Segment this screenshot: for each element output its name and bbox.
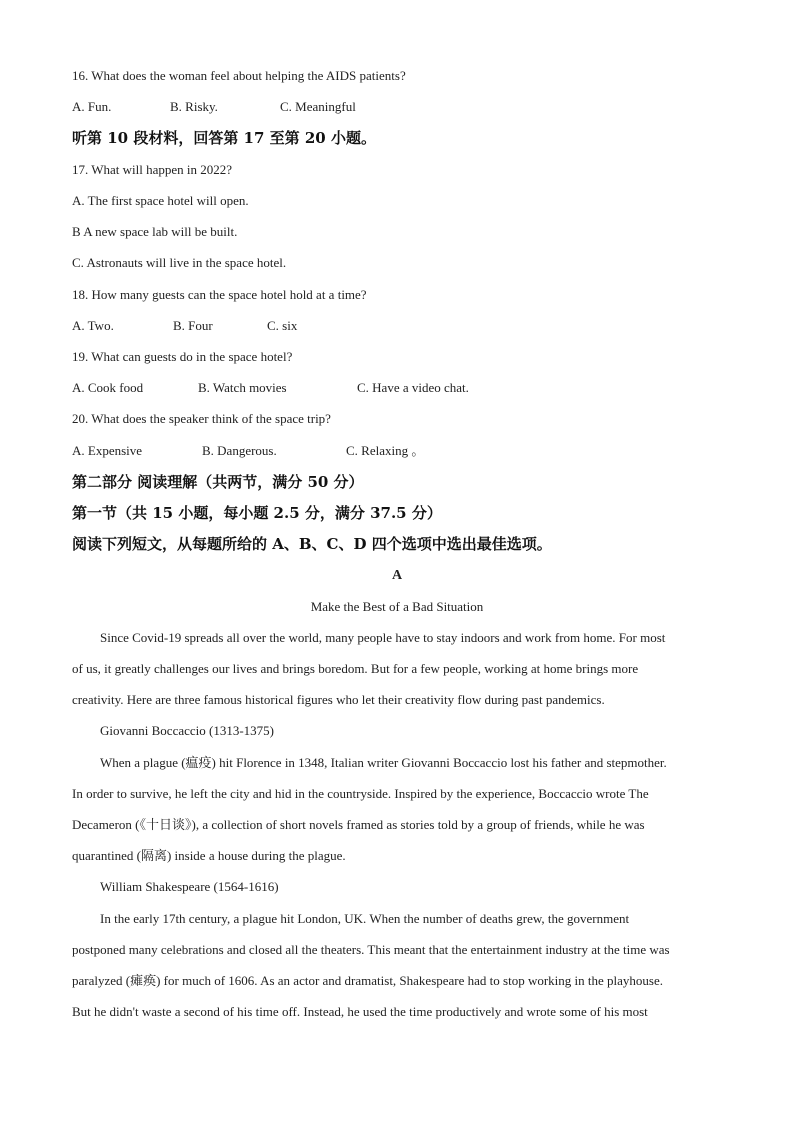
option-c: C. Have a video chat. bbox=[357, 380, 469, 395]
option-b: B. Risky. bbox=[170, 99, 218, 114]
question-16-options bbox=[72, 99, 356, 115]
question-17-option-c: C. Astronauts will live in the space hotel. bbox=[72, 255, 287, 270]
option-c: C. Meaningful bbox=[280, 99, 356, 114]
passage-title: Make the Best of a Bad Situation bbox=[310, 599, 484, 614]
question-17: 17. What will happen in 2022? bbox=[72, 162, 233, 177]
passage-line: When a plague (瘟疫) hit Florence in 1348, Italian writer Giovanni Boccaccio lost his father and stepmother. bbox=[100, 755, 667, 770]
question-19-options bbox=[72, 380, 469, 396]
question-18: 18. How many guests can the space hotel hold at a time? bbox=[72, 287, 367, 302]
passage-line: In the early 17th century, a plague hit London, UK. When the number of deaths grew, the government bbox=[100, 911, 630, 926]
question-17-option-a: A. The first space hotel will open. bbox=[72, 193, 249, 208]
passage-line: Decameron (《十日谈》), a collection of short novels framed as stories told by a group of friends, while he was bbox=[72, 817, 645, 832]
option-a: A. Two. bbox=[72, 318, 114, 333]
passage-line: In order to survive, he left the city and hid in the countryside. Inspired by the experience, Boccaccio wrote The bbox=[72, 786, 649, 801]
question-20-options bbox=[72, 443, 424, 459]
passage-line: postponed many celebrations and closed all the theaters. This meant that the entertainment industry at the time was bbox=[72, 942, 670, 957]
option-c: C. Relaxing 。 bbox=[346, 443, 425, 458]
question-19: 19. What can guests do in the space hotel? bbox=[72, 349, 293, 364]
passage-line: But he didn't waste a second of his time off. Instead, he used the time productively and wrote some of his most bbox=[72, 1004, 648, 1019]
section-10-heading: 听第 10 段材料，回答第 17 至第 20 小题。 bbox=[72, 129, 376, 147]
question-18-options bbox=[72, 318, 297, 334]
passage-subheading: William Shakespeare (1564-1616) bbox=[100, 879, 279, 894]
option-b: B. Watch movies bbox=[198, 380, 287, 395]
passage-subheading: Giovanni Boccaccio (1313-1375) bbox=[100, 723, 275, 738]
passage-letter: A bbox=[391, 568, 403, 583]
passage-line: creativity. Here are three famous historical figures who let their creativity flow during past pandemics. bbox=[72, 692, 605, 707]
part-2-heading: 第二部分 阅读理解（共两节，满分 50 分） bbox=[72, 473, 364, 491]
question-20: 20. What does the speaker think of the space trip? bbox=[72, 411, 331, 426]
option-b: B. Four bbox=[173, 318, 213, 333]
section-1-heading: 第一节（共 15 小题，每小题 2.5 分，满分 37.5 分） bbox=[72, 504, 442, 522]
option-b: B. Dangerous. bbox=[202, 443, 277, 458]
reading-instruction: 阅读下列短文，从每题所给的 A、B、C、D 四个选项中选出最佳选项。 bbox=[72, 535, 552, 553]
option-a: A. Cook food bbox=[72, 380, 144, 395]
option-a: A. Fun. bbox=[72, 99, 112, 114]
passage-line: Since Covid-19 spreads all over the world, many people have to stay indoors and work from home. For most bbox=[100, 630, 666, 645]
option-a: A. Expensive bbox=[72, 443, 143, 458]
passage-line: quarantined (隔离) inside a house during the plague. bbox=[72, 848, 346, 863]
passage-line: of us, it greatly challenges our lives and brings boredom. But for a few people, working at home brings more bbox=[72, 661, 639, 676]
option-c: C. six bbox=[267, 318, 298, 333]
passage-line: paralyzed (瘫痪) for much of 1606. As an actor and dramatist, Shakespeare had to stop working in the playhouse. bbox=[72, 973, 663, 988]
question-16: 16. What does the woman feel about helping the AIDS patients? bbox=[72, 68, 406, 83]
question-17-option-b: B A new space lab will be built. bbox=[72, 224, 238, 239]
